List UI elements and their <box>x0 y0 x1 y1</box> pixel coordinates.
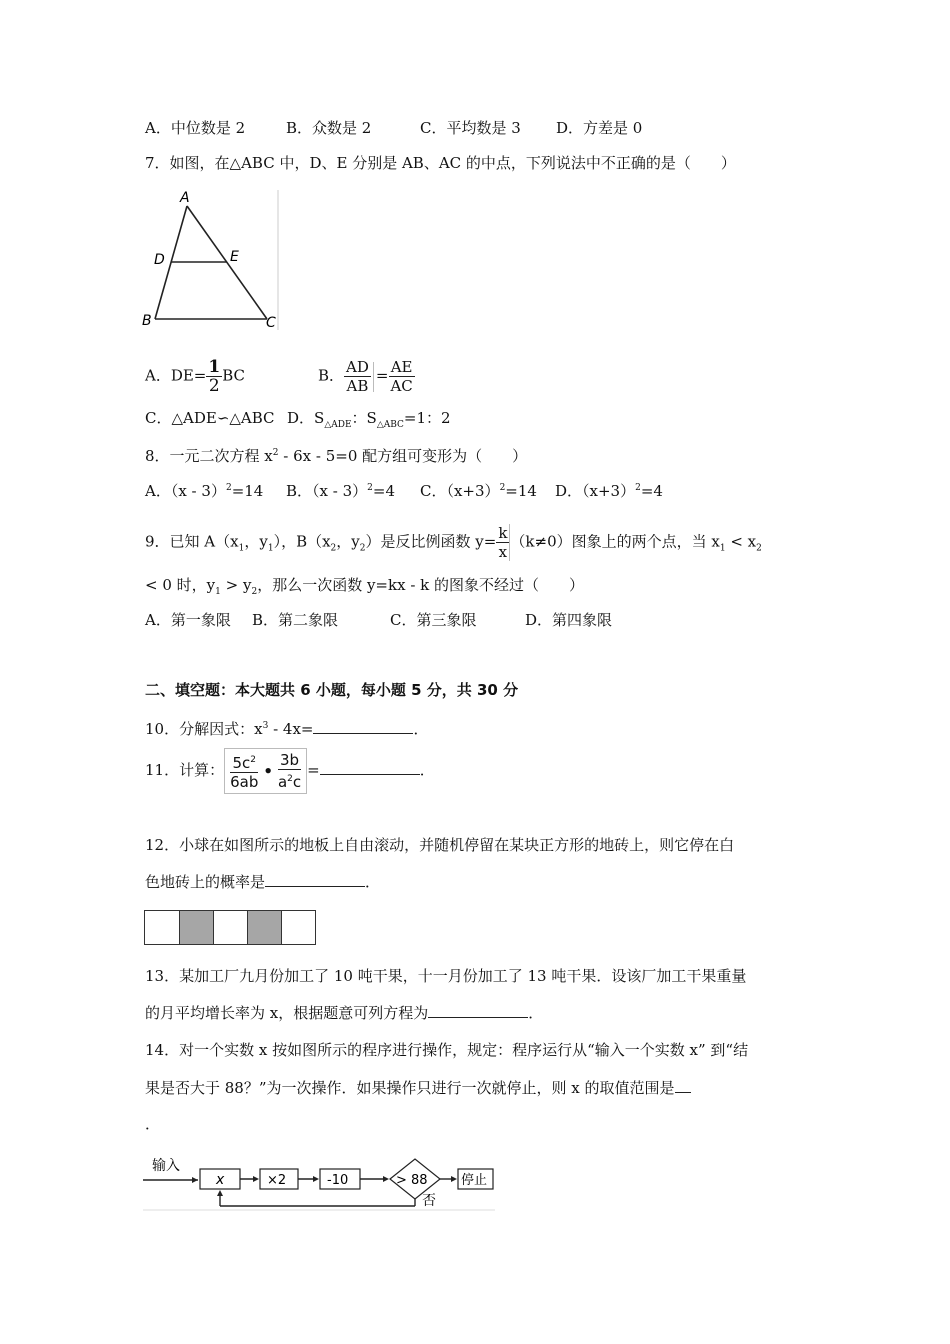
flow-minus10-label: -10 <box>327 1173 349 1188</box>
q8-option-d: D．$(x+3)^2=4$ <box>555 482 663 500</box>
label-e: E <box>230 249 239 265</box>
flow-input-label: 输入 <box>152 1158 180 1174</box>
q9-stem-line2: < 0 时，$y_1 > y_2$，那么一次函数 y=kx - k 的图象不经过（ ） <box>145 576 585 597</box>
q8-stem: 8．一元二次方程 $x^2 - 6x - 5=0$ 配方组可变形为（ ） <box>145 447 528 465</box>
fraction: $\frac{AE}{AC}$ <box>390 358 413 395</box>
label-a: A <box>180 190 190 206</box>
q9-option-d: D．第四象限 <box>525 611 613 629</box>
q6-option-a: A．中位数是 2 <box>145 119 246 137</box>
q7-option-a: A．DE= $\frac{1}{2}$ BC <box>145 357 246 396</box>
fraction: $\frac{5c^2}{6ab}$ <box>228 751 260 791</box>
q6-option-d: D．方差是 0 <box>556 119 643 137</box>
flow-x-label: x <box>216 1172 225 1188</box>
fraction: $\frac{AD}{AB}$ <box>346 358 369 395</box>
q7-triangle-figure <box>140 188 285 333</box>
fraction: $\frac{1}{2}$ <box>208 357 221 396</box>
fraction: $\frac{k}{x}$ <box>496 524 510 561</box>
label-b: B <box>142 313 152 329</box>
q13-line1: 13．某加工厂九月份加工了 10 吨干果，十一月份加工了 13 吨干果．设该厂加工干果重量 <box>145 967 747 985</box>
flow-stop-label: 停止 <box>461 1173 488 1188</box>
q7-stem: 7．如图，在△ABC 中，D、E 分别是 AB、AC 的中点，下列说法中不正确的是（ ） <box>145 154 736 172</box>
q14-line3: ． <box>145 1115 161 1133</box>
q9-option-a: A．第一象限 <box>145 611 231 629</box>
q14-flowchart <box>143 1150 495 1212</box>
q12-line2: 色地砖上的概率是 ． <box>145 873 381 891</box>
floor-tile-white <box>281 911 315 944</box>
answer-blank[interactable] <box>320 760 420 775</box>
label-d: D <box>154 252 165 268</box>
q10: 10．分解因式：$x^3 - 4x=$ ． <box>145 720 429 738</box>
q9-option-b: B．第二象限 <box>252 611 339 629</box>
floor-tile-white <box>213 911 247 944</box>
floor-tile-gray <box>179 911 213 944</box>
q9-option-c: C．第三象限 <box>390 611 477 629</box>
expression-image: $\frac{5c^2}{6ab}$ • $\frac{3b}{a^2c}$ <box>224 748 307 794</box>
flow-no-label: 否 <box>422 1193 436 1209</box>
q11: 11．计算： $\frac{5c^2}{6ab}$ • $\frac{3b}{a^2c}$ = ． <box>145 748 435 794</box>
q7-option-b: B． $\frac{AD}{AB}$ = $\frac{AE}{AC}$ <box>318 358 413 395</box>
q8-option-c: C．$(x+3)^2=14$ <box>420 482 537 500</box>
q7-option-c: C．△ADE∽△ABC <box>145 409 275 427</box>
fraction: $\frac{3b}{a^2c}$ <box>277 751 302 791</box>
floor-tile-white <box>145 911 179 944</box>
q8-option-b: B．（x - 3）$^2$=4 <box>286 482 395 500</box>
q7-option-d: D．$S_{\triangle ADE}$：$S_{\triangle ABC}=1$：2 <box>287 409 451 430</box>
answer-blank[interactable] <box>313 719 413 734</box>
answer-blank[interactable] <box>265 872 365 887</box>
floor-tiles <box>144 910 316 945</box>
section-title: 二、填空题：本大题共 6 小题，每小题 5 分，共 30 分 <box>145 681 519 699</box>
q14-line2: 果是否大于 88？”为一次操作．如果操作只进行一次就停止，则 x 的取值范围是 <box>145 1078 691 1098</box>
q14-line1: 14．对一个实数 x 按如图所示的程序进行操作，规定：程序运行从“输入一个实数 x” 到“结 <box>145 1041 749 1059</box>
answer-blank[interactable] <box>675 1078 691 1093</box>
answer-blank[interactable] <box>428 1003 528 1018</box>
q12-line1: 12．小球在如图所示的地板上自由滚动，并随机停留在某块正方形的地砖上，则它停在白 <box>145 836 735 854</box>
floor-tile-gray <box>247 911 281 944</box>
flow-condition-label: > 88 <box>396 1173 428 1188</box>
q6-option-c: C．平均数是 3 <box>420 119 521 137</box>
flow-times2-label: ×2 <box>267 1173 287 1188</box>
q6-option-b: B．众数是 2 <box>286 119 372 137</box>
q13-line2: 的月平均增长率为 x，根据题意可列方程为 ． <box>145 1004 544 1022</box>
q8-option-a: A．（x - 3）$^2$=14 <box>145 482 264 500</box>
q9-stem-line1: 9．已知 $A(x_1$，$y_1$），$B(x_2$，$y_2$）是反比例函数 y= $\frac{k}{x}$ （k≠0）图象上的两个点，当 $x_1 < x_2$ <box>145 524 762 561</box>
label-c: C <box>266 315 276 331</box>
